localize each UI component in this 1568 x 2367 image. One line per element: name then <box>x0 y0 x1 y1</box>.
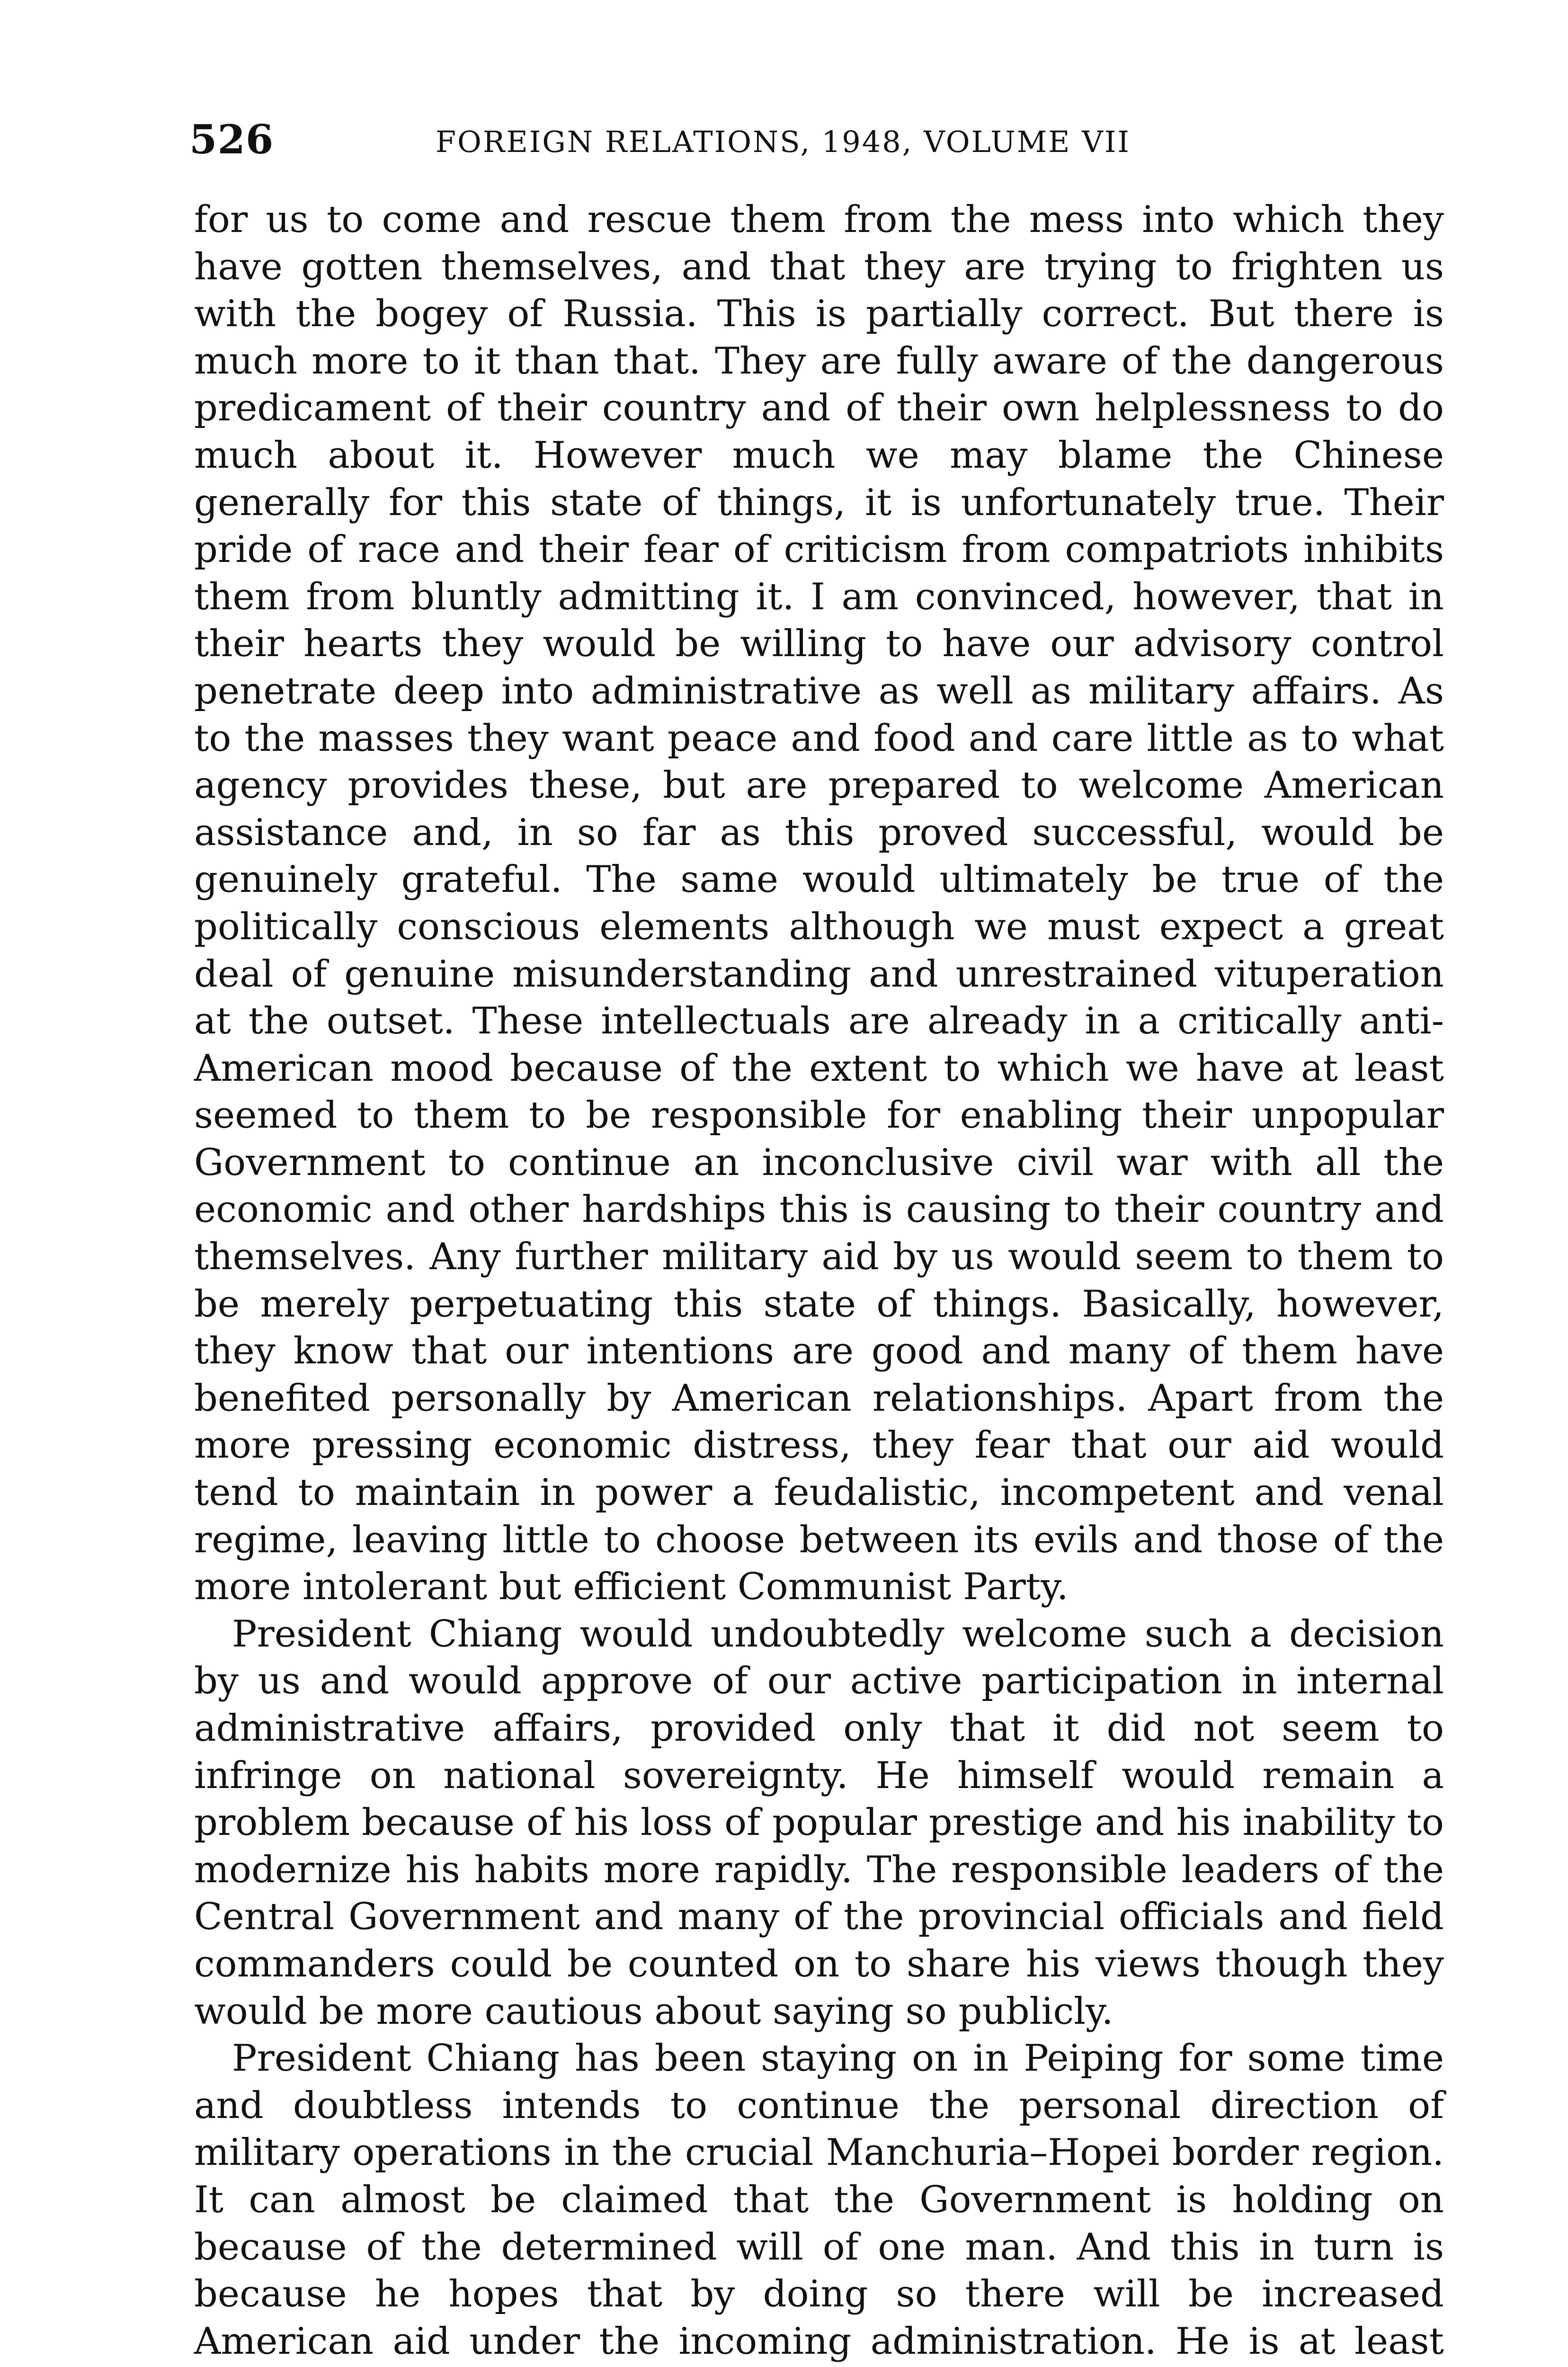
page-number: 526 <box>189 116 274 163</box>
paragraph-continued: for us to come and rescue them from the mess into which they have gotten themselves, and that they are trying to frighten us with the bogey of Russia. This is partially correct. But there is much more to it than that. They are fully aware of the dangerous predicament of their country and of their own helplessness to do much about it. However much we may blame the Chinese generally for this state of things, it is unfortunately true. Their pride of race and their fear of criticism from compatriots inhibits them from bluntly admitting it. I am convinced, however, that in their hearts they would be willing to have our advisory control penetrate deep into administrative as well as military affairs. As to the masses they want peace and food and care little as to what agency provides these, but are prepared to welcome American assistance and, in so far as this proved successful, would be genuinely grateful. The same would ultimately be true of the politically conscious elements although we must expect a great deal of genuine misunderstanding and unrestrained vituperation at the outset. These intellectuals are already in a critically anti-American mood because of the extent to which we have at least seemed to them to be responsible for enabling their unpopular Government to continue an inconclusive civil war with all the economic and other hardships this is causing to their country and themselves. Any further military aid by us would seem to them to be merely perpetuating this state of things. Basically, however, they know that our intentions are good and many of them have benefited personally by American relationships. Apart from the more pressing economic distress, they fear that our aid would tend to maintain in power a feudalistic, incompetent and venal regime, leaving little to choose between its evils and those of the more intolerant but efficient Communist Party. <box>194 198 1444 1609</box>
running-head: FOREIGN RELATIONS, 1948, VOLUME VII <box>436 125 1131 159</box>
paragraph-chiang-welcome: President Chiang would undoubtedly welcome such a decision by us and would approve of our active participation in internal administrative affairs, provided only that it did not seem to infringe on national sovereignty. He himself would remain a problem because of his loss of popular prestige and his inability to modernize his habits more rapidly. The responsible leaders of the Central Government and many of the provincial officials and field commanders could be counted on to share his views though they would be more cautious about saying so publicly. <box>194 1612 1444 2033</box>
paragraph-chiang-peiping: President Chiang has been staying on in Peiping for some time and doubtless intends to continue the personal direction of military operations in the crucial Manchuria–Hopei border region. It can almost be claimed that the Government is holding on because of the determined will of one man. And this in turn is because he hopes that by doing so there will be increased American aid under the incoming administration. He is at least <box>194 2037 1444 2363</box>
page-header <box>189 116 1449 168</box>
body-text <box>194 196 1444 2367</box>
